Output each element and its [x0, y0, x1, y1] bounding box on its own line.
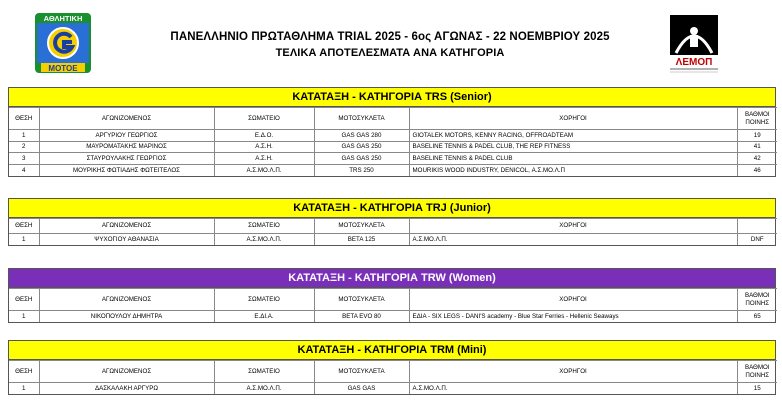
right-logo-text: ΛΕΜΟΠ [675, 57, 713, 68]
cell-sponsors: Α.Σ.ΜΟ.Λ.Π. [409, 383, 737, 395]
col-rider: ΑΓΩΝΙΖΟΜΕΝΟΣ [39, 108, 214, 130]
cell-rider: ΔΑΣΚΑΛΑΚΗ ΑΡΓΥΡΩ [39, 383, 214, 395]
results-table [9, 218, 777, 245]
col-club: ΣΩΜΑΤΕΙΟ [214, 108, 314, 130]
table-row [9, 164, 777, 176]
col-points: ΒΑΘΜΟΙ ΠΟΙΝΗΣ [737, 108, 777, 130]
col-sponsors: ΧΟΡΗΓΟΙ [409, 219, 737, 234]
section-trw-women [8, 268, 776, 323]
section-trs-senior [8, 87, 776, 177]
cell-position: 1 [9, 311, 39, 323]
athlitiki-motoe-logo [33, 11, 93, 75]
cell-sponsors: ΕΔΙΑ - SIX LEGS - DANI'S academy - Blue Star Ferries - Hellenic Seaways [409, 311, 737, 323]
col-points: ΒΑΘΜΟΙ ΠΟΙΝΗΣ [737, 361, 777, 383]
cell-club: Ε.ΔΙ.Α. [214, 311, 314, 323]
col-sponsors: ΧΟΡΗΓΟΙ [409, 361, 737, 383]
col-position: ΘΕΣΗ [9, 108, 39, 130]
results-table [9, 288, 777, 322]
col-sponsors: ΧΟΡΗΓΟΙ [409, 289, 737, 311]
col-position: ΘΕΣΗ [9, 361, 39, 383]
cell-rider: ΣΤΑΥΡΟΥΛΑΚΗΣ ΓΕΩΡΓΙΟΣ [39, 153, 214, 165]
cell-bike: GAS GAS 250 [314, 141, 409, 153]
cell-rider: ΨΥΧΟΓΙΟΥ ΑΘΑΝΑΣΙΑ [39, 234, 214, 246]
table-row [9, 234, 777, 246]
col-position: ΘΕΣΗ [9, 219, 39, 234]
col-club: ΣΩΜΑΤΕΙΟ [214, 289, 314, 311]
col-points: ΒΑΘΜΟΙ ΠΟΙΝΗΣ [737, 289, 777, 311]
cell-position: 1 [9, 234, 39, 246]
cell-position: 4 [9, 164, 39, 176]
col-bike: ΜΟΤΟΣΥΚΛΕΤΑ [314, 219, 409, 234]
cell-sponsors: BASELINE TENNIS & PADEL CLUB, THE REP FITNESS [409, 141, 737, 153]
cell-bike: GAS GAS 280 [314, 130, 409, 142]
cell-position: 1 [9, 383, 39, 395]
cell-club: Α.Σ.ΜΟ.Λ.Π. [214, 234, 314, 246]
col-club: ΣΩΜΑΤΕΙΟ [214, 219, 314, 234]
left-logo-top-text: ΑΘΛΗΤΙΚΗ [43, 14, 83, 23]
cell-points: 42 [737, 153, 777, 165]
cell-rider: ΝΙΚΟΠΟΥΛΟΥ ΔΗΜΗΤΡΑ [39, 311, 214, 323]
col-rider: ΑΓΩΝΙΖΟΜΕΝΟΣ [39, 361, 214, 383]
section-trm-mini [8, 340, 776, 395]
col-bike: ΜΟΤΟΣΥΚΛΕΤΑ [314, 361, 409, 383]
cell-bike: GAS GAS [314, 383, 409, 395]
col-position: ΘΕΣΗ [9, 289, 39, 311]
section-trj-junior [8, 198, 776, 246]
cell-club: Ε.Δ.Ο. [214, 130, 314, 142]
cell-sponsors: BASELINE TENNIS & PADEL CLUB [409, 153, 737, 165]
table-row [9, 311, 777, 323]
header-row [9, 219, 777, 234]
cell-bike: TRS 250 [314, 164, 409, 176]
table-row [9, 130, 777, 142]
cell-bike: BETA 125 [314, 234, 409, 246]
section-title: ΚΑΤΑΤΑΞΗ - ΚΑΤΗΓΟΡΙΑ TRW (Women) [9, 269, 775, 288]
cell-sponsors: GIOTALEK MOTORS, KENNY RACING, OFFROADTEAM [409, 130, 737, 142]
col-bike: ΜΟΤΟΣΥΚΛΕΤΑ [314, 289, 409, 311]
cell-sponsors: MOURIKIS WOOD INDUSTRY, DENICOL, Α.Σ.ΜΟ.Λ.Π [409, 164, 737, 176]
cell-rider: ΑΡΓΥΡΙΟΥ ΓΕΩΡΓΙΟΣ [39, 130, 214, 142]
col-bike: ΜΟΤΟΣΥΚΛΕΤΑ [314, 108, 409, 130]
cell-bike: BETA EVO 80 [314, 311, 409, 323]
cell-position: 1 [9, 130, 39, 142]
results-table [9, 107, 777, 176]
header-row [9, 108, 777, 130]
cell-rider: ΜΑΥΡΟΜΑΤΑΚΗΣ ΜΑΡΙΝΟΣ [39, 141, 214, 153]
header-row [9, 361, 777, 383]
col-rider: ΑΓΩΝΙΖΟΜΕΝΟΣ [39, 289, 214, 311]
cell-club: Α.Σ.ΜΟ.Λ.Π. [214, 383, 314, 395]
left-logo-bottom-text: MOTOE [48, 64, 78, 73]
cell-points: 46 [737, 164, 777, 176]
cell-points: 19 [737, 130, 777, 142]
col-points [737, 219, 777, 234]
col-rider: ΑΓΩΝΙΖΟΜΕΝΟΣ [39, 219, 214, 234]
results-table [9, 360, 777, 394]
section-title: ΚΑΤΑΤΑΞΗ - ΚΑΤΗΓΟΡΙΑ TRM (Mini) [9, 341, 775, 360]
cell-position: 3 [9, 153, 39, 165]
table-row [9, 383, 777, 395]
cell-sponsors: Α.Σ.ΜΟ.Λ.Π. [409, 234, 737, 246]
lemop-logo [662, 13, 728, 75]
cell-club: Α.Σ.Η. [214, 141, 314, 153]
table-row [9, 141, 777, 153]
cell-position: 2 [9, 141, 39, 153]
page-title: ΠΑΝΕΛΛΗΝΙΟ ΠΡΩΤΑΘΛΗΜΑ TRIAL 2025 - 6ος ΑΓΩΝΑΣ - 22 ΝΟΕΜΒΡΙΟΥ 2025 [170, 31, 610, 43]
cell-rider: ΜΟΥΡΙΚΗΣ ΦΩΤΙΑΔΗΣ ΦΩΤΕΙΤΕΛΟΣ [39, 164, 214, 176]
cell-points: 65 [737, 311, 777, 323]
cell-points: 15 [737, 383, 777, 395]
section-title: ΚΑΤΑΤΑΞΗ - ΚΑΤΗΓΟΡΙΑ TRS (Senior) [9, 88, 775, 107]
table-row [9, 153, 777, 165]
section-title: ΚΑΤΑΤΑΞΗ - ΚΑΤΗΓΟΡΙΑ TRJ (Junior) [9, 199, 775, 218]
page-subtitle: ΤΕΛΙΚΑ ΑΠΟΤΕΛΕΣΜΑΤΑ ΑΝΑ ΚΑΤΗΓΟΡΙΑ [275, 47, 505, 59]
header-row [9, 289, 777, 311]
cell-club: Α.Σ.ΜΟ.Λ.Π. [214, 164, 314, 176]
cell-club: Α.Σ.Η. [214, 153, 314, 165]
col-club: ΣΩΜΑΤΕΙΟ [214, 361, 314, 383]
col-sponsors: ΧΟΡΗΓΟΙ [409, 108, 737, 130]
cell-bike: GAS GAS 250 [314, 153, 409, 165]
cell-points: DNF [737, 234, 777, 246]
cell-points: 41 [737, 141, 777, 153]
